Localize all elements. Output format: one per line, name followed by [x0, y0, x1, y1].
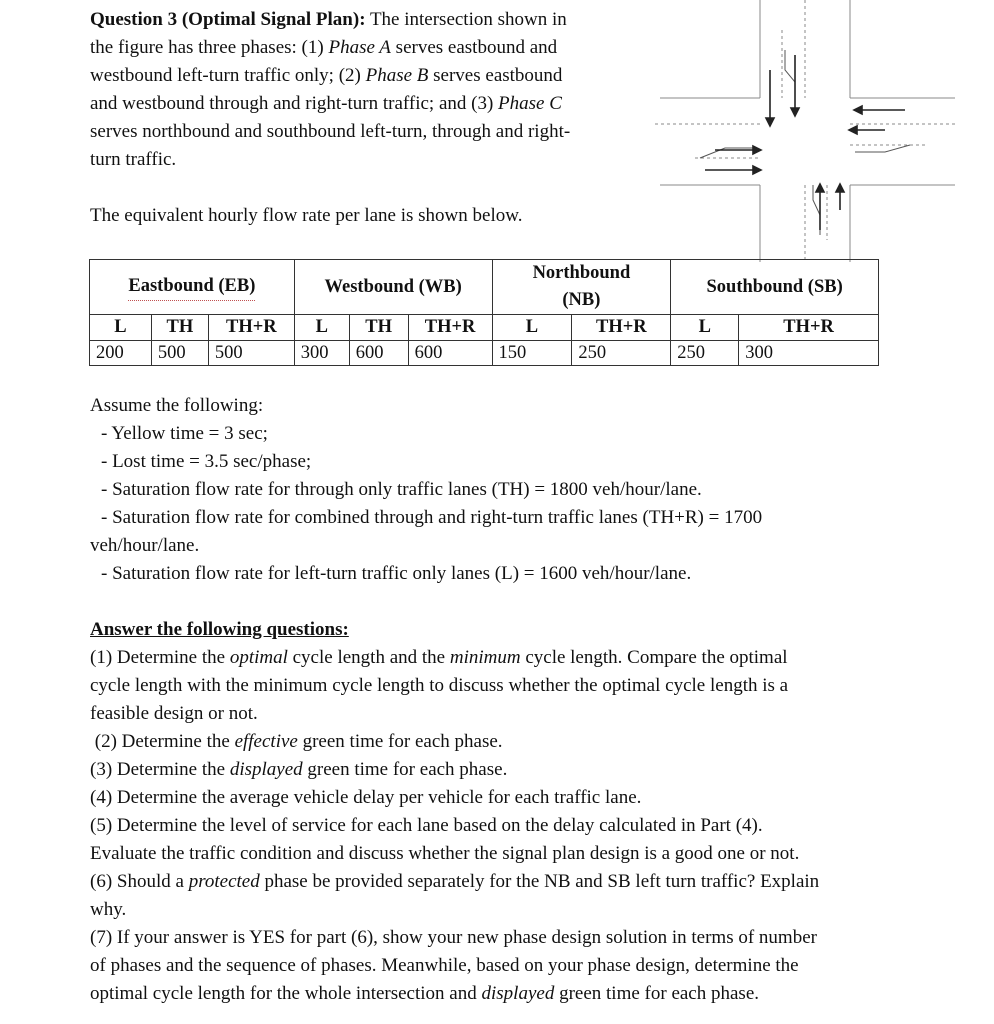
question-7-cont: of phases and the sequence of phases. Meanwhile, based on your phase design, determine the — [90, 955, 799, 976]
phase-c-label: Phase C — [498, 93, 562, 114]
flow-value: 500 — [208, 341, 294, 366]
question-line-2: the figure has three phases: (1) Phase A serves eastbound and — [90, 37, 558, 58]
assumption-item-continued: veh/hour/lane. — [90, 535, 200, 556]
flow-value: 250 — [671, 341, 739, 366]
question-3: (3) Determine the displayed green time for each phase. — [90, 759, 508, 780]
question-line-4: and westbound through and right-turn traffic; and (3) Phase C — [90, 93, 562, 114]
flow-values-row — [90, 341, 879, 366]
question-line-3: westbound left-turn traffic only; (2) Phase B serves eastbound — [90, 65, 563, 86]
question-1-cont: cycle length with the minimum cycle length to discuss whether the optimal cycle length is a — [90, 675, 789, 696]
lane-header: TH+R — [408, 315, 492, 341]
lane-header: TH — [151, 315, 208, 341]
question-5-cont: Evaluate the traffic condition and discuss whether the signal plan design is a good one or not. — [90, 843, 800, 864]
flow-value: 250 — [572, 341, 671, 366]
question-line-5: serves northbound and southbound left-turn, through and right- — [90, 121, 571, 142]
header-northbound: Northbound (NB) — [492, 260, 671, 315]
question-title: Question 3 (Optimal Signal Plan): — [90, 9, 366, 30]
questions-heading: Answer the following questions: — [90, 619, 349, 640]
question-line-6: turn traffic. — [90, 149, 177, 170]
header-westbound: Westbound (WB) — [294, 260, 492, 315]
flow-value: 600 — [349, 341, 408, 366]
question-6-cont: why. — [90, 899, 127, 920]
lane-header: L — [492, 315, 572, 341]
assumption-item: - Lost time = 3.5 sec/phase; — [101, 451, 312, 472]
phase-b-label: Phase B — [365, 65, 429, 86]
approach-header-row — [90, 260, 879, 315]
assumption-item: - Saturation flow rate for combined through and right-turn traffic lanes (TH+R) = 1700 — [101, 507, 763, 528]
question-2: (2) Determine the effective green time for each phase. — [90, 731, 503, 752]
lane-header: L — [90, 315, 152, 341]
flow-rate-table — [89, 259, 879, 366]
question-1: (1) Determine the optimal cycle length and the minimum cycle length. Compare the optimal — [90, 647, 788, 668]
lane-header: L — [294, 315, 349, 341]
lane-header: TH+R — [208, 315, 294, 341]
question-6: (6) Should a protected phase be provided separately for the NB and SB left turn traffic? Explain — [90, 871, 820, 892]
lane-header: TH+R — [739, 315, 879, 341]
header-eastbound: Eastbound (EB) — [90, 260, 295, 315]
flow-intro: The equivalent hourly flow rate per lane is shown below. — [90, 205, 523, 226]
assumption-item: - Yellow time = 3 sec; — [101, 423, 268, 444]
flow-value: 200 — [90, 341, 152, 366]
question-1-cont: feasible design or not. — [90, 703, 258, 724]
question-7: (7) If your answer is YES for part (6), show your new phase design solution in terms of number — [90, 927, 817, 948]
question-5: (5) Determine the level of service for each lane based on the delay calculated in Part (4). — [90, 815, 763, 836]
question-4: (4) Determine the average vehicle delay per vehicle for each traffic lane. — [90, 787, 642, 808]
question-7-cont: optimal cycle length for the whole intersection and displayed green time for each phase. — [90, 983, 760, 1004]
lane-header: L — [671, 315, 739, 341]
lane-header-row — [90, 315, 879, 341]
flow-value: 300 — [294, 341, 349, 366]
flow-value: 150 — [492, 341, 572, 366]
flow-value: 300 — [739, 341, 879, 366]
question-line-1: Question 3 (Optimal Signal Plan): The intersection shown in — [90, 9, 567, 30]
flow-value: 500 — [151, 341, 208, 366]
assumption-item: - Saturation flow rate for left-turn traffic only lanes (L) = 1600 veh/hour/lane. — [101, 563, 692, 584]
flow-value: 600 — [408, 341, 492, 366]
phase-a-label: Phase A — [328, 37, 391, 58]
lane-header: TH+R — [572, 315, 671, 341]
header-southbound: Southbound (SB) — [671, 260, 879, 315]
assumptions-heading: Assume the following: — [90, 395, 264, 416]
intersection-diagram — [655, 0, 955, 262]
assumption-item: - Saturation flow rate for through only traffic lanes (TH) = 1800 veh/hour/lane. — [101, 479, 702, 500]
lane-header: TH — [349, 315, 408, 341]
